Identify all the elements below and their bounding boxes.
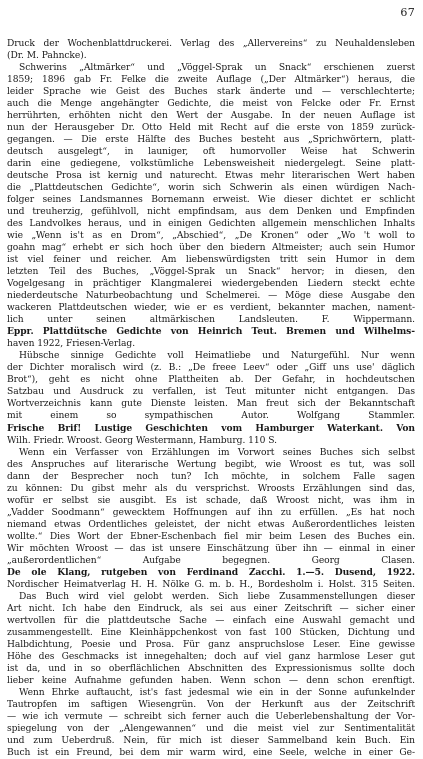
text-line — [7, 627, 415, 639]
text-line — [7, 747, 415, 759]
text-line-content: ist viel feiner und reicher. Am liebenswürdigsten tritt sein Humor in dem — [7, 255, 415, 266]
text-line-content: herrührten, erhöhten nicht den Wert der Ausgabe. In der neuen Auflage ist — [7, 111, 415, 122]
text-line — [7, 591, 415, 603]
text-line — [7, 338, 415, 350]
text-line — [7, 98, 415, 110]
text-line-content: „Vadder Soodmann“ gewecktem Hoffnungen auf ihn zu erfüllen. „Es hat noch — [7, 507, 415, 518]
text-line-content: Tautropfen im saftigen Wiesengrün. Von der Herkunft aus der Zeitschrift — [7, 699, 415, 710]
text-line-content: folger seines Landsmannes Bornemann erweist. Wie dieser dichtet er schlicht — [7, 195, 415, 206]
text-line — [7, 374, 415, 386]
text-line-content: Hübsche sinnige Gedichte voll Heimatliebe und Naturgefühl. Nur wenn — [19, 351, 415, 362]
text-line — [7, 182, 415, 194]
text-line-content: des Landvolkes heraus, und in einigen Gedichten allgemein menschlichen Inhalts — [7, 219, 415, 230]
text-line-content: die „Plattdeutschen Gedichte“, worin sich Schwerin als einen würdigen Nach- — [7, 183, 415, 194]
text-line — [7, 410, 415, 422]
text-line-content: Wilh. Friedr. Wroost. Georg Westermann, Hamburg. 110 S. — [7, 435, 277, 446]
text-line — [7, 699, 415, 711]
text-line-content: und zum Ueberdruß. Nein, für mich ist dieser Sammelband kein Buch. Ein — [7, 735, 415, 746]
text-line — [7, 242, 415, 254]
text-line-content: lich unter seinen altmärkischen Landsleuten. F. Wippermann. — [7, 315, 415, 326]
text-line — [7, 723, 415, 735]
text-line — [7, 447, 415, 459]
text-line — [7, 459, 415, 471]
text-line — [7, 483, 415, 495]
body-text — [7, 38, 415, 759]
text-line — [7, 194, 415, 206]
text-line — [7, 651, 415, 663]
text-line-content: ist da, und in so oberflächlichen Abschnitten des Expressionismus sollte doch — [7, 663, 415, 674]
text-line — [7, 230, 415, 242]
text-line — [7, 122, 415, 134]
text-line — [7, 86, 415, 98]
text-line — [7, 170, 415, 182]
text-line-content: „außerordentlichen“ Aufgabe begegnen. Georg Clasen. — [7, 555, 415, 566]
text-line-content: wackeren Plattdeutschen wieder, wie er es verdient, bekannter machen, nament- — [7, 303, 415, 314]
text-line-content: Eppr. Plattdütsche Gedichte von Heinrich Teut. Bremen und Wilhelms- — [7, 326, 415, 338]
text-line — [7, 50, 415, 62]
text-line-content: lieber keine Aufnahme gefunden haben. Wenn schon — denn schon erenftigt. — [7, 675, 415, 686]
text-line-content: darin eine gediegene, volkstümliche Lebensweisheit niedergelegt. Seine platt- — [7, 159, 415, 170]
text-line-content: Satzbau und Ausdruck zu verfallen, ist Teut mitunter nicht entgangen. Das — [7, 387, 415, 398]
text-line-content: dann der Besprecher noch tun? Ich möchte, in solchem Falle sagen — [7, 471, 415, 482]
text-line — [7, 158, 415, 170]
text-line — [7, 711, 415, 723]
text-line-content: — wie ich vermute — schreibt sich ferner auch die Ueberlebenshaltung der Vor- — [7, 711, 415, 722]
text-line-content: Wir möchten Wroost — das ist unsere Einschätzung über ihn — einmal in einer — [7, 543, 415, 554]
text-line-content: wollte.“ Dies Wort der Ebner-Eschenbach fiel mir beim Lesen des Buches ein. — [7, 531, 415, 542]
text-line — [7, 62, 415, 74]
text-line-content: des Anspruches auf literarische Wertung begibt, wie Wroost es tut, was soll — [7, 459, 415, 470]
text-line — [7, 278, 415, 290]
text-line-content: Höhe des Geschmacks ist innegehalten; doch auf viel ganz harmlose Leser gut — [7, 651, 415, 662]
text-line — [7, 495, 415, 507]
text-line — [7, 314, 415, 326]
text-line — [7, 362, 415, 374]
text-line-content: leider Sprache wie Geist des Buches stark änderte und — verschlechterte; — [7, 87, 415, 98]
text-line — [7, 110, 415, 122]
text-line — [7, 134, 415, 146]
text-line — [7, 579, 415, 591]
text-line-content: Art nicht. Ich habe den Eindruck, als sei aus einer Zeitschrift — sicher einer — [7, 603, 415, 614]
text-line-content: De ole Klang, rutgeben von Ferdinand Zacchi. 1.—5. Dusend, 1922. — [7, 566, 415, 578]
text-line-content: Frische Brif! Lustige Geschichten vom Hamburger Waterkant. Von — [7, 422, 415, 434]
text-line — [7, 507, 415, 519]
text-line-content: der Dichter moralisch wird (z. B.: „De freee Leev“ oder „Giff uns use' däglich — [7, 363, 415, 374]
text-line-content: Wenn ein Verfasser von Erzählungen im Vorwort seines Buches sich selbst — [19, 447, 415, 458]
text-line-content: deutsch ausgelegt“, in launiger, oft humorvoller Weise hat Schwerin — [7, 147, 415, 158]
text-line-content: deutsche Prosa ist kernig und naturecht. Etwas mehr literarischen Wert haben — [7, 171, 415, 182]
text-line — [7, 687, 415, 699]
text-line — [7, 675, 415, 687]
text-line-content: mit einem so sympathischen Autor. Wolfgang Stammler. — [7, 411, 415, 422]
text-line-content: Nordischer Heimatverlag H. H. Nölke G. m. b. H., Bordesholm i. Holst. 315 Seiten. — [7, 579, 415, 590]
text-line — [7, 663, 415, 675]
text-line — [7, 639, 415, 651]
text-line-content: haven 1922, Friesen-Verlag. — [7, 339, 136, 350]
text-line-content: niemand etwas Ordentliches geleistet, der nicht etwas Außerordentliches leisten — [7, 519, 415, 530]
text-line-content: letzten Teil des Buches, „Vöggel-Sprak un Snack“ hervor; in diesen, den — [7, 267, 415, 278]
text-line — [7, 519, 415, 531]
text-line-content: Wenn Ehrke auftaucht, ist's fast jedesmal wie ein in der Sonne aufunkelnder — [19, 687, 415, 698]
text-line-content: und treuherzig, gefühlvoll, nicht empfindsam, aus dem Denken und Empfinden — [7, 207, 415, 218]
text-line — [7, 302, 415, 314]
text-line-content: Das Buch wird viel gelobt werden. Sich liebe Zusammenstellungen dieser — [19, 591, 415, 602]
text-line-content: wofür er selbst sie ausgibt. Es ist schade, daß Wroost nicht, was ihm in — [7, 495, 415, 506]
text-line — [7, 350, 415, 362]
text-line — [7, 254, 415, 266]
text-line-content: Brot“), geht es nicht ohne Plattheiten ab. Der Gefahr, in hochdeutschen — [7, 375, 415, 386]
text-line — [7, 146, 415, 158]
text-line-content: Druck der Wochenblattdruckerei. Verlag des „Allervereins“ zu Neuhaldensleben — [7, 39, 415, 49]
text-line-content: spiegelung von der „Alengewannen“ und die meist viel zur Sentimentalität — [7, 723, 415, 734]
text-line — [7, 471, 415, 483]
text-line-content: Schwerins „Altmärker“ und „Vöggel-Sprak un Snack“ erschienen zuerst — [19, 63, 415, 74]
text-line-content: Wortverzeichnis kann gute Dienste leisten. Man freut sich der Bekanntschaft — [7, 399, 415, 410]
text-line-content: (Dr. M. Pahncke). — [7, 51, 87, 62]
page-number: 67 — [400, 6, 415, 19]
text-line-content: Vogelgesang in prächtiger Klangmalerei wiedergebenden Liedern steckt echte — [7, 279, 415, 290]
text-line — [7, 74, 415, 86]
text-line — [7, 615, 415, 627]
text-line-content: Buch ist ein Freund, bei dem mir warm wird, eine Seele, welche in einer Ge- — [7, 747, 415, 758]
text-line-content: zusammengestellt. Eine Kleinhäppchenkost von fast 100 Stücken, Dichtung und — [7, 627, 415, 638]
text-line-content: gegangen. — Die erste Hälfte des Buches besteht aus „Sprichwörtern, platt- — [7, 135, 415, 146]
text-line — [7, 326, 415, 338]
text-line-content: auch die Menge angehängter Gedichte, die meist von Felcke oder Fr. Ernst — [7, 99, 415, 110]
text-line — [7, 218, 415, 230]
text-line-content: zu können: Du gibst mehr als du versprichst. Wroosts Erzählungen sind das, — [7, 483, 415, 494]
text-line — [7, 266, 415, 278]
text-line — [7, 386, 415, 398]
text-line — [7, 398, 415, 410]
text-line — [7, 435, 415, 447]
text-line-content: 1859; 1896 gab Fr. Felke die zweite Auflage („Der Altmärker“) heraus, die — [7, 75, 415, 86]
text-line — [7, 603, 415, 615]
text-line — [7, 206, 415, 218]
text-line — [7, 423, 415, 435]
text-line — [7, 543, 415, 555]
text-line-content: wertvollen für die plattdeutsche Sache — einfach eine Auswahl gemacht und — [7, 615, 415, 626]
text-line — [7, 735, 415, 747]
text-line-content: wie „Wenn is't as en Drom“, „Abschied“, „De Kronen“ oder „Wo 't woll to — [7, 231, 415, 242]
text-line — [7, 38, 415, 50]
text-line — [7, 567, 415, 579]
text-line-content: niederdeutsche Naturbeobachtung und Schelmerei. — Möge diese Ausgabe den — [7, 291, 415, 302]
text-line — [7, 555, 415, 567]
text-line — [7, 290, 415, 302]
text-line-content: nun der Herausgeber Dr. Otto Held mit Recht auf die erste von 1859 zurück- — [7, 123, 415, 134]
text-line — [7, 531, 415, 543]
text-line-content: Halbdichtung, Poesie und Prosa. Für ganz anspruchslose Leser. Eine gewisse — [7, 639, 415, 650]
text-line-content: goahn mag“ erhebt er sich hoch über den biedern Altmeister; auch sein Humor — [7, 243, 415, 254]
